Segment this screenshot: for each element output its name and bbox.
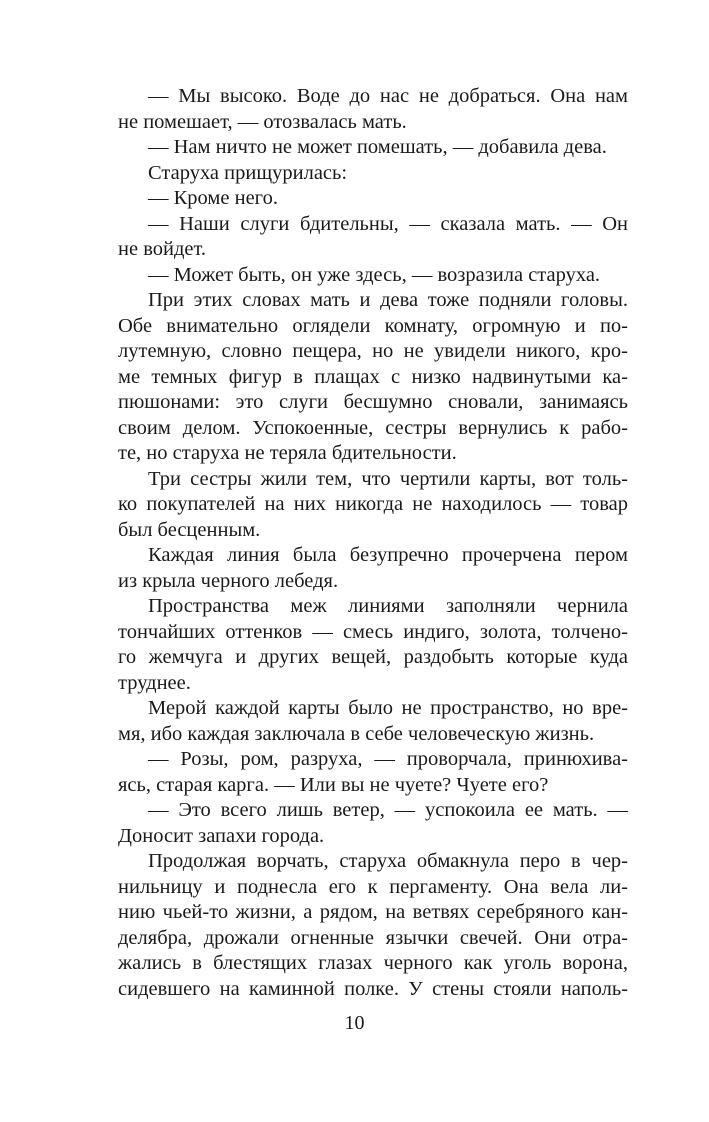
text-line: При этих словах мать и дева тоже подняли головы.: [148, 289, 628, 311]
text-line: ко покупателей на них никогда не находилось — товар: [118, 493, 628, 515]
text-line: своим делом. Успокоенные, сестры вернулись к рабо-: [118, 416, 628, 439]
text-line: делябра, дрожали огненные язычки свечей. Они отра-: [118, 926, 628, 949]
paragraph: [118, 543, 628, 594]
text-line: — Может быть, он уже здесь, — возразила старуха.: [148, 263, 601, 286]
text-line: нильницу и поднесла его к пергаменту. Она вела ли-: [118, 875, 628, 898]
text-line: из крыла черного лебедя.: [118, 569, 339, 592]
paragraph: [118, 288, 628, 467]
text-line: — Кроме него.: [148, 187, 278, 209]
text-line: — Розы, ром, разруха, — проворчала, принюхива-: [148, 748, 628, 770]
text-line: — Это всего лишь ветер, — успокоила ее мать. —: [148, 799, 628, 821]
paragraph: [118, 798, 628, 849]
text-line: — Нам ничто не может помешать, — добавила дева.: [148, 136, 607, 158]
text-line: Три сестры жили тем, что чертили карты, вот толь-: [148, 467, 628, 490]
text-line: сидевшего на каминной полке. У стены стояли наполь-: [118, 977, 628, 1000]
paragraph: [118, 696, 628, 747]
paragraph: [118, 747, 628, 798]
text-line: те, но старуха не теряла бдительности.: [118, 442, 457, 464]
text-line: жались в блестящих глазах черного как уголь ворона,: [118, 952, 628, 974]
paragraph: [118, 849, 628, 1002]
paragraph: [118, 186, 628, 212]
text-line: Обе внимательно оглядели комнату, огромную и по-: [118, 314, 628, 337]
paragraph: [118, 263, 628, 289]
text-line: ме темных фигур в плащах с низко надвинутыми ка-: [118, 365, 628, 388]
paragraph: [118, 135, 628, 161]
text-line: не помешает, — отозвалась мать.: [118, 110, 407, 133]
text-line: нию чьей-то жизни, а рядом, на ветвях серебряного кан-: [118, 901, 628, 923]
text-line: — Наши слуги бдительны, — сказала мать. — Он: [148, 212, 628, 235]
text-line: был бесценным.: [118, 518, 261, 541]
text-line: труднее.: [118, 671, 191, 694]
page-text: [118, 84, 628, 1002]
text-line: Старуха прищурилась:: [148, 161, 348, 184]
text-line: го жемчуга и других вещей, раздобыть которые куда: [118, 646, 628, 668]
text-line: Каждая линия была безупречно прочерчена пером: [148, 544, 628, 566]
page-number: 10: [344, 1012, 365, 1034]
text-line: Доносит запахи города.: [118, 824, 325, 847]
text-line: тончайших оттенков — смесь индиго, золота, толчено-: [118, 620, 628, 643]
text-line: — Мы высоко. Воде до нас не добраться. Она нам: [148, 85, 628, 107]
paragraph: [118, 467, 628, 544]
text-line: не войдет.: [118, 238, 207, 260]
text-line: мя, ибо каждая заключала в себе человеческую жизнь.: [118, 722, 595, 745]
text-line: Мерой каждой карты было не пространство, но вре-: [148, 697, 628, 719]
text-line: лутемную, словно пещера, но не увидели никого, кро-: [118, 340, 628, 362]
text-line: Продолжая ворчать, старуха обмакнула перо в чер-: [148, 850, 628, 872]
text-line: пюшонами: это слуги бесшумно сновали, занимаясь: [118, 391, 628, 413]
text-line: ясь, старая карга. — Или вы не чуете? Чуете его?: [118, 773, 549, 796]
paragraph: [118, 212, 628, 263]
paragraph: [118, 161, 628, 187]
paragraph: [118, 594, 628, 696]
text-line: Пространства меж линиями заполняли чернила: [148, 595, 628, 617]
paragraph: [118, 84, 628, 135]
